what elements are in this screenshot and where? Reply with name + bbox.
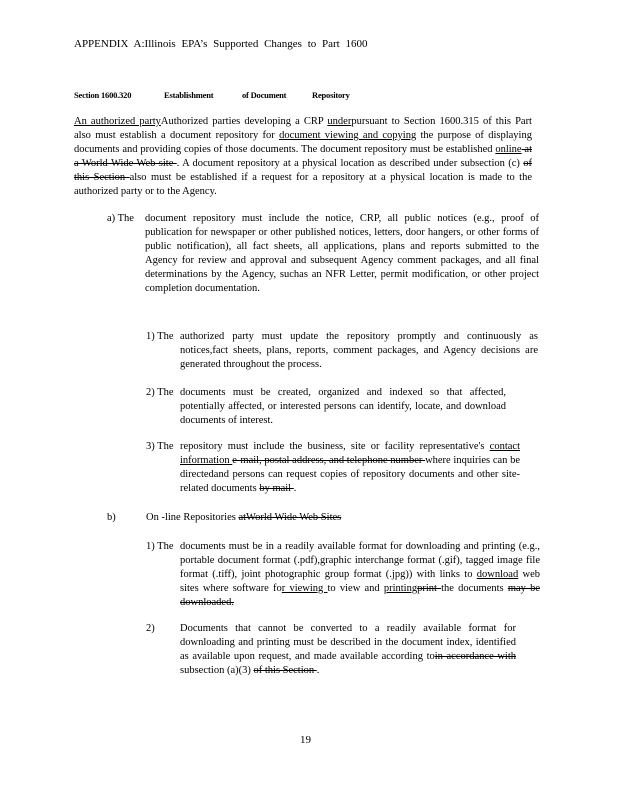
section-title-a: Establishment [164,90,214,100]
inserted-text: document viewing and copying [279,130,417,141]
deleted-text: of this Section [74,158,532,183]
item-b1-text [146,540,540,610]
item-text: to view and [327,583,384,594]
deleted-text: at a World Wide Web site [74,144,533,169]
inserted-text: under [327,116,352,127]
item-text: documents must be in a readily available format for downloading and printing (e.g., portable document format (.pdf),graphic interchange format (.gif), tagged image file format (.tiff), joint photographic group format (.jpg)) with links to [180,541,540,580]
item-text: . [293,483,297,494]
item-text: repository must include the business, site or facility representative's [180,441,490,452]
item-a3-label: 3) The [146,441,174,452]
item-a1-text: authorized party must update the repository promptly and continuously as notices,fact sheets, plans, reports, comment packages, and Agency decisions are generated throughout the process. [180,331,538,370]
item-b1-label: 1) The [146,541,174,552]
subsection-b-label: b) [107,512,116,523]
deleted-text: in accordance with [434,651,516,662]
item-a2-text: documents must be created, organized and indexed so that affected, potentially affected, or interested persons can identify, locate, and download documents of interest. [180,387,506,426]
inserted-text: printing [383,583,418,594]
paragraph-text: Authorized parties developing a CRP [160,116,328,127]
item-b1 [146,540,540,610]
item-text: . [316,665,320,676]
item-a2-label: 2) The [146,387,174,398]
deleted-text: may be downloaded. [180,583,540,608]
page-header: APPENDIX A:Illinois EPA’s Supported Changes to Part 1600 [74,38,368,50]
inserted-text: online [495,144,522,155]
deleted-text: of this Section [253,665,317,676]
intro-paragraph [74,115,532,199]
item-b2-label: 2) [146,623,155,634]
paragraph-text: . A document repository at a physical location as described under subsection (c) [176,158,524,169]
item-a2 [146,386,506,428]
inserted-text: download [476,569,519,580]
paragraph-text: pursuant to Section 1600.315 of this Part also must establish a document repository for [74,116,532,141]
deleted-text: by mail [259,483,294,494]
section-title-c: Repository [312,90,350,100]
deleted-text: e-mail, postal address, and telephone number [232,455,426,466]
deleted-text: print [417,583,442,594]
item-text: the documents [441,583,508,594]
inserted-text: r viewing [281,583,328,594]
item-text: Documents that cannot be converted to a readily available format for downloading and printing must be described in the document index, identified as available upon request, and made available according to [180,623,516,662]
subsection-b-heading [146,512,341,523]
item-a3 [146,440,520,496]
item-text: where inquiries can be directedand persons can request copies of repository documents and other site- related documents [180,455,520,494]
subsection-a [107,212,539,296]
subsection-a-text: document repository must include the notice, CRP, all public notices (e.g., proof of publication for newspaper or other published notices, letters, door hangers, or other forms of public notification), all fact sheets, all applications, plans and reports submitted to the Agency for review and approval and subsequent Agency comment packages, and all final determinations by the Agency, suchas an NFR Letter, permit modification, or other project completion documentation. [145,213,539,294]
item-a1-label: 1) The [146,331,174,342]
paragraph-text: also must be established if a request for a repository at a physical location is made to the authorized party or to the Agency. [74,172,532,197]
paragraph-text: the purpose of displaying documents and providing copies of those documents. The document repository must be established [74,130,532,155]
deleted-text: atWorld Wide Web Sites [238,512,342,523]
item-b2-text [146,622,516,678]
item-a1 [146,330,538,372]
page-number: 19 [300,734,311,746]
section-heading [74,90,350,100]
item-a3-text [146,440,520,496]
heading-text: On -line Repositories [146,512,239,523]
inserted-text: An authorized party [74,116,161,127]
item-text: web sites where software fo [180,569,540,594]
item-text: subsection (a)(3) [180,665,254,676]
subsection-a-label: a) The [107,213,134,224]
inserted-text: contact information [180,441,520,466]
section-title-b: of Document [242,90,287,100]
item-b2 [146,622,516,678]
section-number: Section 1600.320 [74,90,132,100]
